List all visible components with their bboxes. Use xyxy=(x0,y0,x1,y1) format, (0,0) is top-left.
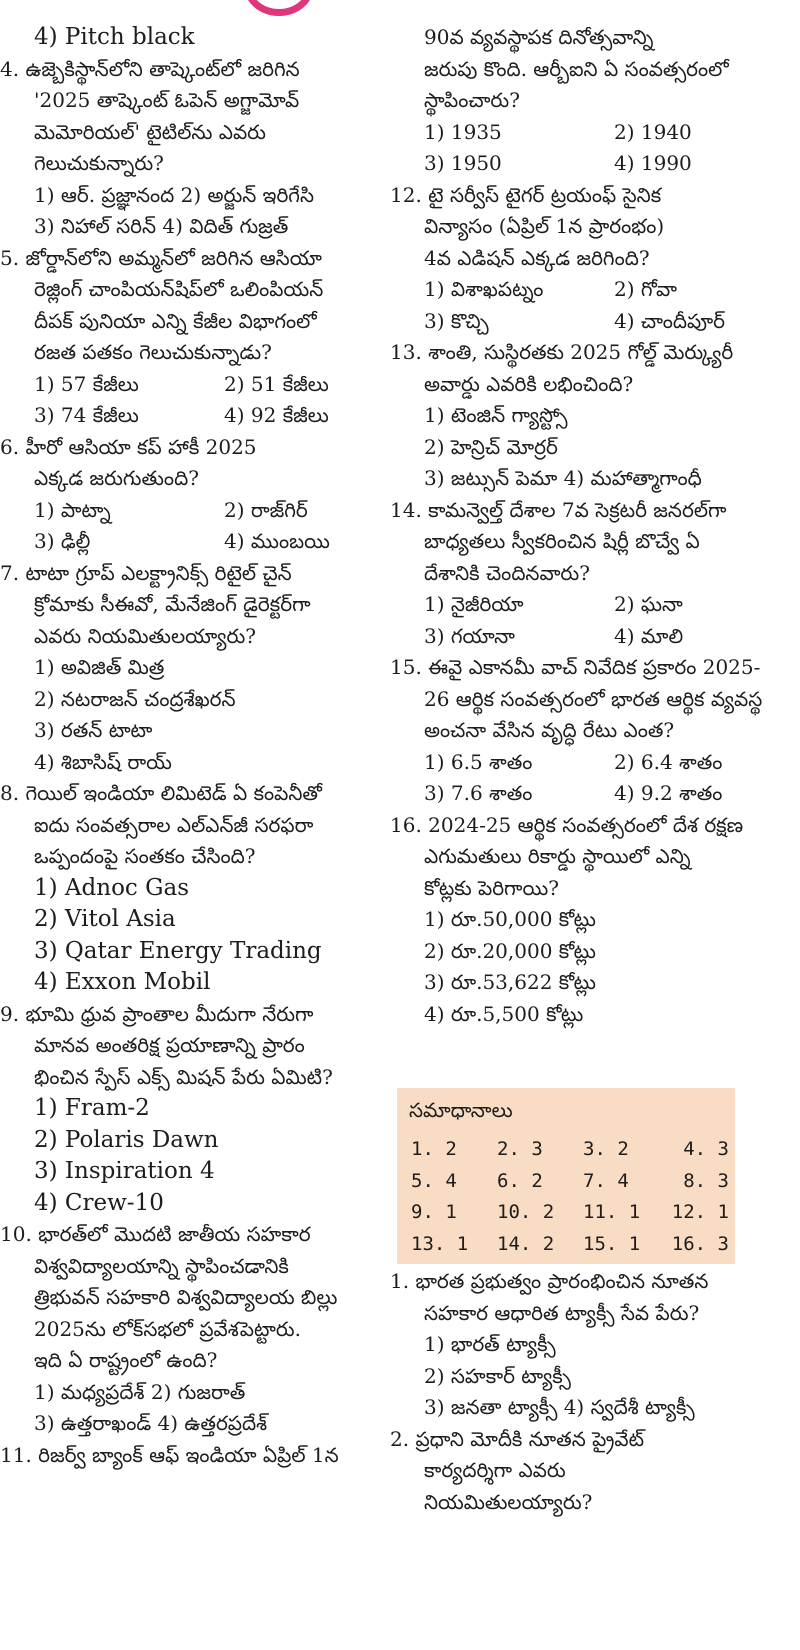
text-line: 2) Polaris Dawn xyxy=(34,1126,219,1153)
text-line: విశ్వవిద్యాలయాన్ని స్థాపించడానికి xyxy=(34,1253,289,1278)
text-line: 1) టెంజిన్ గ్యాస్ట్సో xyxy=(424,403,568,427)
text-line xyxy=(390,778,790,810)
answer-cell: 4. 3 xyxy=(683,1138,729,1160)
answer-cell: 3. 2 xyxy=(583,1138,629,1160)
text-line: 1) ఆర్. ప్రజ్ఞానంద 2) అర్జున్ ఇరిగేసి xyxy=(34,182,314,207)
text-line: 9. భూమి ధ్రువ ప్రాంతాల మీదుగా నేరుగా xyxy=(0,1001,314,1026)
answer-cell: 8. 3 xyxy=(683,1169,729,1192)
text-line: జరుపు కొంది. ఆర్బీఐని ఏ సంవత్సరంలో xyxy=(424,56,729,81)
answer-cell: 5. 4 xyxy=(411,1169,457,1192)
text-line: మెమోరియల్' టైటిల్‌ను ఎవరు xyxy=(34,119,266,144)
text-line xyxy=(0,400,386,432)
text-line: 4) శిబాసిష్ రాయ్ xyxy=(34,749,172,774)
text-line: స్థాపించారు? xyxy=(424,88,520,112)
answer-cell: 16. 3 xyxy=(671,1232,729,1255)
text-line: 7. టాటా గ్రూప్ ఎలక్ట్రానిక్స్ రిటైల్ చైన్ xyxy=(0,560,292,585)
text-line xyxy=(0,495,386,527)
text-line: 4) Exxon Mobil xyxy=(34,969,211,995)
text-line xyxy=(0,369,386,401)
option-text: 4) 9.2 శాతం xyxy=(614,781,723,805)
left-column xyxy=(0,22,386,1471)
text-line: దేశానికి చెందినవారు? xyxy=(424,560,590,585)
option-text: 3) గయానా xyxy=(424,623,515,648)
text-line: 2) రూ.20,000 కోట్లు xyxy=(424,938,596,963)
option-text: 2) ఘనా xyxy=(614,592,683,616)
text-line: 1) భారత్ ట్యాక్సీ xyxy=(424,1332,556,1356)
text-line: 3) రతన్ టాటా xyxy=(34,718,153,742)
answer-cell: 9. 1 xyxy=(411,1201,457,1223)
text-line: సహకార ఆధారిత ట్యాక్సీ సేవ పేరు? xyxy=(424,1300,700,1325)
text-line: 10. భారత్‌లో మొదటి జాతీయ సహకార xyxy=(0,1222,311,1246)
text-line: కోట్లకు పెరిగాయి? xyxy=(424,875,559,900)
text-line: 2) Vitol Asia xyxy=(34,906,176,932)
option-text: 1) 1935 xyxy=(424,119,502,144)
text-line: 3) ఉత్తరాఖండ్ 4) ఉత్తరప్రదేశ్ xyxy=(34,1411,268,1435)
answer-cell: 15. 1 xyxy=(583,1232,641,1255)
text-line: గెలుచుకున్నారు? xyxy=(34,151,164,175)
text-line: ఎక్కడ జరుగుతుంది? xyxy=(34,466,199,490)
text-line xyxy=(390,589,790,621)
answer-cell: 13. 1 xyxy=(411,1232,469,1255)
text-line: 2) సహకార్ ట్యాక్సీ xyxy=(424,1363,571,1388)
text-line: 12. టై సర్వీస్ టైగర్ ట్రయంఫ్ సైనిక xyxy=(390,182,662,207)
text-line: 5. జోర్డాన్‌లోని అమ్మన్‌లో జరిగిన ఆసియా xyxy=(0,245,322,270)
option-text: 3) 7.6 శాతం xyxy=(424,781,533,805)
text-line: విన్యాసం (ఏప్రిల్ 1న ప్రారంభం) xyxy=(424,214,665,238)
option-text: 4) 92 కేజీలు xyxy=(224,403,329,427)
option-text: 1) 6.5 శాతం xyxy=(424,749,533,774)
text-line: 3) జనతా ట్యాక్సీ 4) స్వదేశీ ట్యాక్సీ xyxy=(424,1395,695,1419)
text-line: కార్యదర్శిగా ఎవరు xyxy=(424,1458,566,1482)
text-line xyxy=(390,148,790,180)
option-text: 3) ఢిల్లీ xyxy=(34,529,91,553)
text-line: బాధ్యతలు స్వీకరించిన షిర్లీ బొచ్వే ఏ xyxy=(424,529,700,553)
answer-cell: 1. 2 xyxy=(411,1138,457,1160)
text-line: 4వ ఎడిషన్ ఎక్కడ జరిగింది? xyxy=(424,245,650,270)
publication-logo xyxy=(244,0,314,16)
text-line xyxy=(390,621,790,653)
text-line: 16. 2024-25 ఆర్థిక సంవత్సరంలో దేశ రక్షణ xyxy=(390,812,744,837)
answer-cell: 2. 3 xyxy=(497,1138,543,1160)
text-line: రెజ్లింగ్ చాంపియన్‌షిప్‌లో ఒలింపియన్ xyxy=(34,277,324,301)
option-text: 3) 74 కేజీలు xyxy=(34,403,139,427)
text-line: 2) నటరాజన్ చంద్రశేఖరన్ xyxy=(34,686,236,711)
text-line: 1) Adnoc Gas xyxy=(34,874,189,901)
text-line: అవార్డు ఎవరికి లభించింది? xyxy=(424,371,634,396)
right-bottom-column xyxy=(390,1266,790,1518)
text-line: 2025ను లోక్‌సభలో ప్రవేశపెట్టారు. xyxy=(34,1316,301,1341)
text-line: ఎగుమతులు రికార్డు స్థాయిలో ఎన్ని xyxy=(424,844,691,868)
text-line: 1) Fram-2 xyxy=(34,1095,150,1121)
option-text: 2) 51 కేజీలు xyxy=(224,371,329,396)
text-line: 4) Crew-10 xyxy=(34,1189,164,1216)
text-line: 3) Qatar Energy Trading xyxy=(34,937,322,964)
answers-row xyxy=(411,1166,729,1198)
answer-cell: 6. 2 xyxy=(497,1169,543,1192)
text-line: 4) Pitch black xyxy=(34,24,195,50)
text-line: 3) రూ.53,622 కోట్లు xyxy=(424,970,596,994)
text-line: 4) రూ.5,500 కోట్లు xyxy=(424,1001,584,1026)
option-text: 1) 57 కేజీలు xyxy=(34,371,139,396)
text-line: రజత పతకం గెలుచుకున్నాడు? xyxy=(34,340,272,364)
option-text: 4) మాలి xyxy=(614,623,684,648)
text-line xyxy=(390,747,790,779)
answer-cell: 7. 4 xyxy=(583,1169,629,1192)
text-line: ఐదు సంవత్సరాల ఎల్ఎన్‌జీ సరఫరా xyxy=(34,812,314,837)
text-line: మానవ అంతరిక్ష ప్రయాణాన్ని ప్రారం xyxy=(34,1033,305,1057)
answers-row xyxy=(411,1229,729,1261)
answers-grid xyxy=(411,1134,729,1260)
text-line: నియమితులయ్యారు? xyxy=(424,1489,593,1514)
text-line xyxy=(0,526,386,558)
text-line xyxy=(390,274,790,306)
text-line: 8. గెయిల్ ఇండియా లిమిటెడ్ ఏ కంపెనీతో xyxy=(0,781,322,805)
option-text: 2) రాజ్‌గిర్ xyxy=(224,497,308,522)
text-line: త్రిభువన్ సహకారి విశ్వవిద్యాలయ బిల్లు xyxy=(34,1285,338,1309)
answer-cell: 11. 1 xyxy=(583,1201,641,1223)
text-line: 2. ప్రధాని మోదీకి నూతన ప్రైవేట్ xyxy=(390,1426,645,1451)
text-line: 6. హీరో ఆసియా కప్ హాకీ 2025 xyxy=(0,434,257,459)
answers-row xyxy=(411,1197,729,1229)
answers-title: సమాధానాలు xyxy=(409,1098,513,1122)
text-line: 3) నిహాల్ సరిన్ 4) విదిత్ గుజ్రత్ xyxy=(34,214,289,238)
option-text: 2) 1940 xyxy=(614,119,692,144)
text-line: భించిన స్పేస్ ఎక్స్ మిషన్ పేరు ఏమిటి? xyxy=(34,1064,333,1089)
text-line: 26 ఆర్థిక సంవత్సరంలో భారత ఆర్థిక వ్యవస్థ xyxy=(424,686,763,711)
option-text: 1) విశాఖపట్నం xyxy=(424,277,544,301)
text-line: 2) హెన్రిచ్ మోర్రర్ xyxy=(424,434,558,459)
text-line: ఇది ఏ రాష్ట్రంలో ఉంది? xyxy=(34,1348,218,1372)
text-line: 3) Inspiration 4 xyxy=(34,1158,215,1184)
text-line: 13. శాంతి, సుస్థిరతకు 2025 గోల్డ్ మెర్క్యురీ xyxy=(390,340,734,364)
text-line: 3) జట్సున్ పెమా 4) మహాత్మాగాంధీ xyxy=(424,466,702,490)
option-text: 3) 1950 xyxy=(424,151,502,175)
text-line: 1) అవిజిత్ మిత్ర xyxy=(34,655,165,679)
option-text: 2) 6.4 శాతం xyxy=(614,749,723,774)
text-line: 1) రూ.50,000 కోట్లు xyxy=(424,907,596,931)
option-text: 4) చాందీపూర్ xyxy=(614,308,726,333)
option-text: 1) పాట్నా xyxy=(34,497,111,522)
text-line: 15. ఈవై ఎకానమీ వాచ్ నివేదిక ప్రకారం 2025- xyxy=(390,655,761,679)
text-line xyxy=(390,117,790,149)
text-line: 1. భారత ప్రభుత్వం ప్రారంభించిన నూతన xyxy=(390,1269,709,1293)
answer-cell: 10. 2 xyxy=(497,1201,555,1223)
text-line: 4. ఉజ్బెకిస్థాన్‌లోని తాష్కెంట్‌లో జరిగిన xyxy=(0,56,300,81)
text-line: 1) మధ్యప్రదేశ్ 2) గుజరాత్ xyxy=(34,1379,246,1404)
answer-cell: 14. 2 xyxy=(497,1232,555,1255)
option-text: 3) కొచ్చి xyxy=(424,308,489,333)
option-text: 4) 1990 xyxy=(614,151,692,175)
answer-cell: 12. 1 xyxy=(671,1201,729,1223)
option-text: 4) ముంబయి xyxy=(224,529,330,553)
text-line xyxy=(390,306,790,338)
text-line: 14. కామన్వెల్త్ దేశాల 7వ సెక్రటరీ జనరల్‌గా xyxy=(390,497,727,522)
answers-row xyxy=(411,1134,729,1166)
option-text: 1) నైజీరియా xyxy=(424,592,524,616)
text-line: 90వ వ్యవస్థాపక దినోత్సవాన్ని xyxy=(424,25,654,49)
text-line: ఒప్పందంపై సంతకం చేసింది? xyxy=(34,844,256,868)
text-line: దీపక్ పునియా ఎన్ని కేజీల విభాగంలో xyxy=(34,308,317,333)
option-text: 2) గోవా xyxy=(614,277,677,301)
text-line: అంచనా వేసిన వృద్ధి రేటు ఎంత? xyxy=(424,718,675,742)
text-line: '2025 తాష్కెంట్ ఓపెన్ అగ్జామోవ్ xyxy=(34,88,300,112)
text-line: ఎవరు నియమితులయ్యారు? xyxy=(34,623,256,648)
text-line: క్రోమాకు సీఈవో, మేనేజింగ్ డైరెక్టర్‌గా xyxy=(34,592,311,616)
answers-box xyxy=(397,1088,735,1264)
right-column xyxy=(390,22,790,1030)
text-line: 11. రిజర్వ్ బ్యాంక్ ఆఫ్ ఇండియా ఏప్రిల్ 1న xyxy=(0,1442,339,1467)
